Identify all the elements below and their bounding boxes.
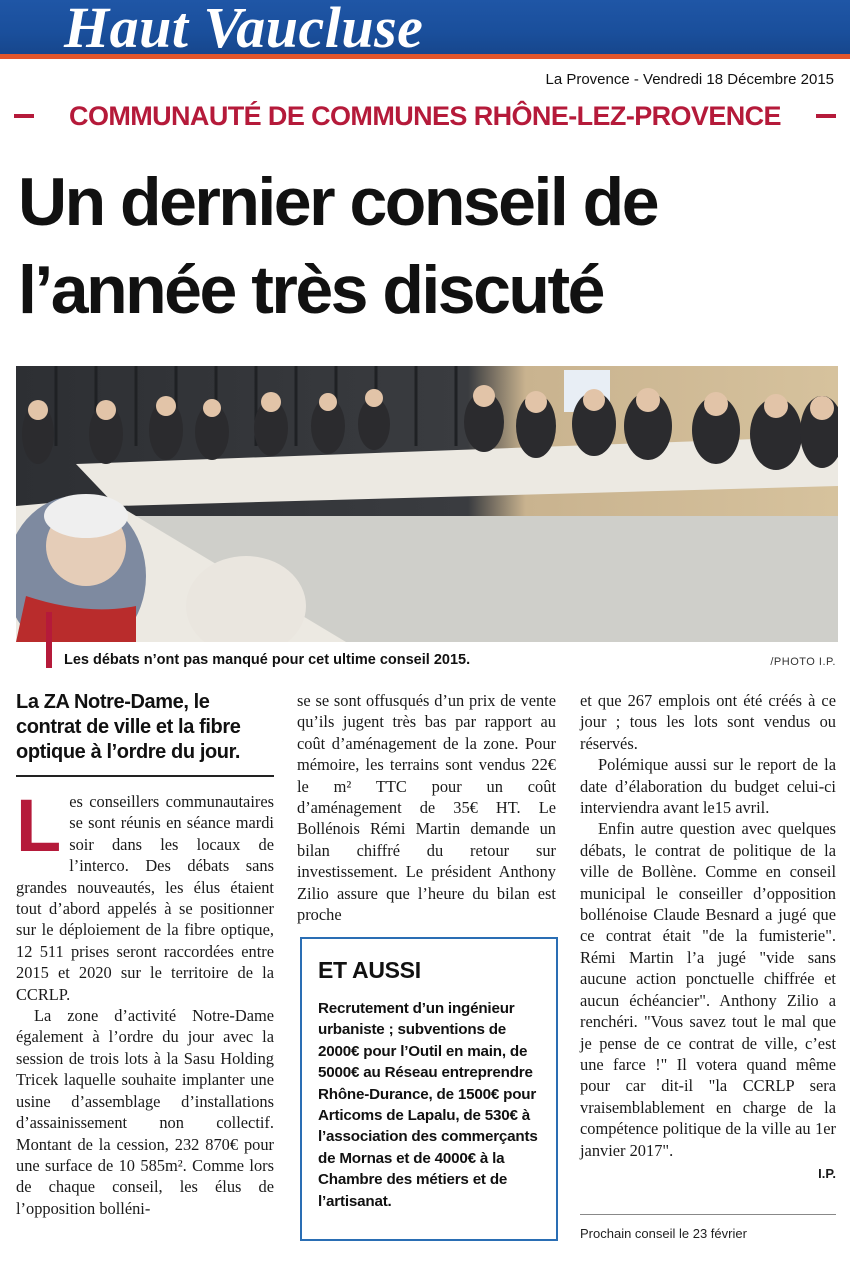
next-meeting-note: Prochain conseil le 23 février <box>580 1226 747 1241</box>
photo-credit: /PHOTO I.P. <box>770 656 836 668</box>
paragraph-4: et que 267 emplois ont été créés à ce jour ; tous les lots sont vendus ou réservés. <box>580 691 836 753</box>
paragraph-3: se se sont offusqués d’un prix de vente qu’ils jugent très bas par rapport au coût d’aménagement de la zone. Pour mémoire, les terrains sont vendus 22€ le m² TTC pour un coût d’aménagement de 35€ HT. Le Bollénois Rémi Martin demande un bilan chiffré du retour sur investissement. Le président Anthony Zilio assure que l’heure du bilan est proche <box>297 691 556 925</box>
photo-caption: Les débats n’ont pas manqué pour cet ultime conseil 2015. <box>64 652 471 668</box>
article-column-1 <box>16 690 274 1219</box>
caption-marker <box>46 612 52 668</box>
kicker-row <box>14 96 836 136</box>
section-title: Haut Vaucluse <box>64 0 424 60</box>
paragraph-5: Polémique aussi sur le report de la date d’élaboration du budget celui-ci interviendra avant le15 avril. <box>580 755 836 818</box>
standfirst-rule <box>16 775 274 777</box>
kicker-rule-right <box>816 114 836 118</box>
article-column-2 <box>297 690 556 925</box>
dropcap: L <box>16 784 62 867</box>
masthead-banner <box>0 0 850 58</box>
article-photo <box>16 366 838 642</box>
dateline: La Provence - Vendredi 18 Décembre 2015 <box>545 71 834 88</box>
sidebar-title: ET AUSSI <box>318 957 421 983</box>
kicker: COMMUNAUTÉ DE COMMUNES RHÔNE-LEZ-PROVENCE <box>69 100 781 131</box>
sidebar-text: Recrutement d’un ingénieur urbaniste ; subventions de 2000€ pour l’Outil en main, de 5000€ au Réseau entreprendre Rhône-Durance, de 1500€ pour Articoms de Lapalu, de 530€ à l’association des commerçants de Mornas et de 4000€ à la Chambre des métiers et de l’artisanat. <box>318 1000 538 1210</box>
sidebar-box <box>300 937 558 1241</box>
headline: Un dernier conseil de l’année très discuté <box>18 164 658 328</box>
author-signature: I.P. <box>818 1165 836 1181</box>
paragraph-6: Enfin autre question avec quelques débats, le contrat de politique de la ville de Bollène. Comme en conseil municipal le conseiller d’opposition bollénoise Claude Besnard a jugé que ce contrat était "de la fumisterie". Rémi Martin l’a jugé "vide sans aucune action ponctuelle chiffrée et aucun échéancier". Anthony Zilio a renchéri. "Vous savez tout le mal que je pense de ce contrat de ville, c’est une farce !" Il votera quand même pour car dit-il "la CCRLP sera vraisemblablement en charge de la compétence politique de la ville au 1er janvier 2017". <box>580 819 836 1160</box>
kicker-rule-left <box>14 114 34 118</box>
paragraph-1 <box>16 784 274 1005</box>
standfirst: La ZA Notre-Dame, le contrat de ville et la fibre optique à l’ordre du jour. <box>16 691 241 763</box>
footer-rule <box>580 1214 836 1215</box>
paragraph-1-text: es conseillers communautaires se sont réunis en séance mardi soir dans les locaux de l’interco. Des débats sans grandes nouveautés, les élus étaient tout d’abord appelés à se positionner sur le déploiement de la fibre optique, 12 511 prises seront raccordées entre 2015 et 2020 sur le territoire de la CCRLP. <box>16 792 274 1004</box>
article-column-3 <box>580 690 836 1184</box>
paragraph-2: La zone d’activité Notre-Dame également à l’ordre du jour avec la session de trois lots à la Sasu Holding Tricek laquelle souhaite implanter une usine d’assemblage d’installations d’assainissement non collectif. Montant de la cession, 232 870€ pour une surface de 10 585m². Comme lors de chaque conseil, les élus de l’opposition bolléni- <box>16 1006 274 1218</box>
meeting-photo-illustration <box>16 366 838 642</box>
